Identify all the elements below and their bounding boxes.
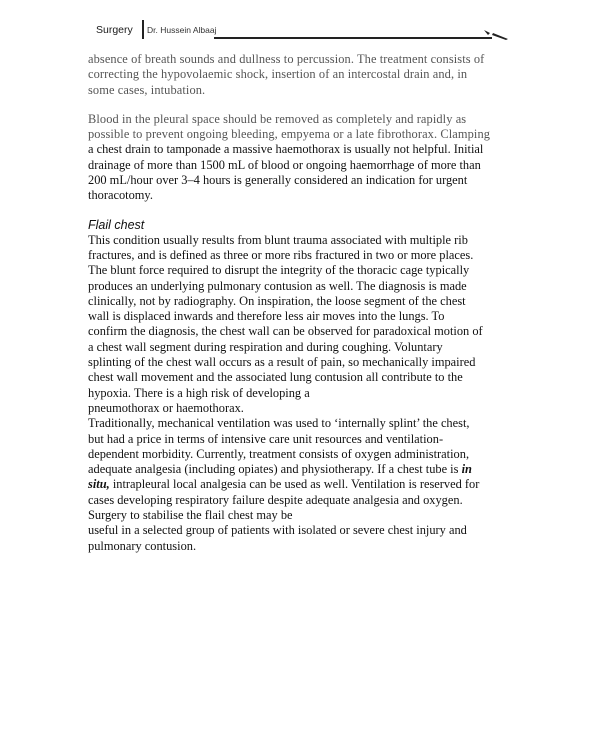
header-subject: Surgery <box>96 24 133 36</box>
text-line: pulmonary contusion. <box>88 538 197 553</box>
text-line: drainage of more than 1500 mL of blood or ongoing haemorrhage of more than <box>88 157 481 172</box>
paragraph-flail-definition <box>88 233 508 417</box>
section-heading-flail-chest: Flail chest <box>88 217 145 232</box>
emphasis-in-situ: situ, <box>88 477 110 492</box>
text-line: cases developing respiratory failure despite adequate analgesia and oxygen. <box>88 492 463 507</box>
text-line: Traditionally, mechanical ventilation was used to ‘internally splint’ the chest, <box>88 416 470 431</box>
text-line: Blood in the pleural space should be removed as completely and rapidly as <box>88 111 467 126</box>
paragraph-blood-removal <box>88 112 508 204</box>
text-line: but had a price in terms of intensive care unit resources and ventilation- <box>88 431 444 446</box>
text-line: pneumothorax or haemothorax. <box>88 400 244 415</box>
text-line: some cases, intubation. <box>88 82 206 97</box>
text-line: chest wall movement and the associated lung contusion all contribute to the <box>88 370 463 385</box>
scalpel-icon <box>482 27 510 41</box>
text-line: clinically, not by radiography. On inspiration, the loose segment of the chest <box>88 293 466 308</box>
text-line: wall is displaced inwards and therefore less air moves into the lungs. To <box>88 309 445 324</box>
text-line: The blunt force required to disrupt the integrity of the thoracic cage typically <box>88 263 470 278</box>
header-author: Dr. Hussein Albaaj <box>147 25 217 35</box>
text-line: adequate analgesia (including opiates) and physiotherapy. If a chest tube is <box>88 462 459 477</box>
header-divider <box>142 20 144 39</box>
text-line: dependent morbidity. Currently, treatment consists of oxygen administration, <box>88 446 470 461</box>
text-line: thoracotomy. <box>88 188 153 203</box>
text-line: fractures, and is defined as three or more ribs fractured in two or more places. <box>88 247 474 262</box>
text-line: splinting of the chest wall occurs as a result of pain, so mechanically impaired <box>88 355 476 370</box>
header-rule <box>214 37 492 39</box>
text-line: confirm the diagnosis, the chest wall can be observed for paradoxical motion of <box>88 324 483 339</box>
text-line: intrapleural local analgesia can be used as well. Ventilation is reserved for <box>112 477 480 492</box>
text-line: 200 mL/hour over 3–4 hours is generally considered an indication for urgent <box>88 173 468 188</box>
paragraph-flail-treatment <box>88 416 508 554</box>
emphasis-in-situ: in <box>461 462 472 477</box>
text-line: Surgery to stabilise the flail chest may be <box>88 508 293 523</box>
paragraph-hemothorax-signs <box>88 52 508 98</box>
text-line: This condition usually results from blunt trauma associated with multiple rib <box>88 232 468 247</box>
document-body <box>88 52 508 554</box>
text-line: a chest drain to tamponade a massive haemothorax is usually not helpful. Initial <box>88 142 484 157</box>
text-line: a chest wall segment during respiration and during coughing. Voluntary <box>88 339 443 354</box>
text-line: correcting the hypovolaemic shock, insertion of an intercostal drain and, in <box>88 67 468 82</box>
page-header <box>86 20 516 44</box>
text-line: possible to prevent ongoing bleeding, empyema or a late fibrothorax. Clamping <box>88 127 491 142</box>
text-line: produces an underlying pulmonary contusion as well. The diagnosis is made <box>88 278 467 293</box>
text-line: useful in a selected group of patients with isolated or severe chest injury and <box>88 523 467 538</box>
text-line: absence of breath sounds and dullness to percussion. The treatment consists of <box>88 52 485 66</box>
text-line: hypoxia. There is a high risk of developing a <box>88 385 310 400</box>
